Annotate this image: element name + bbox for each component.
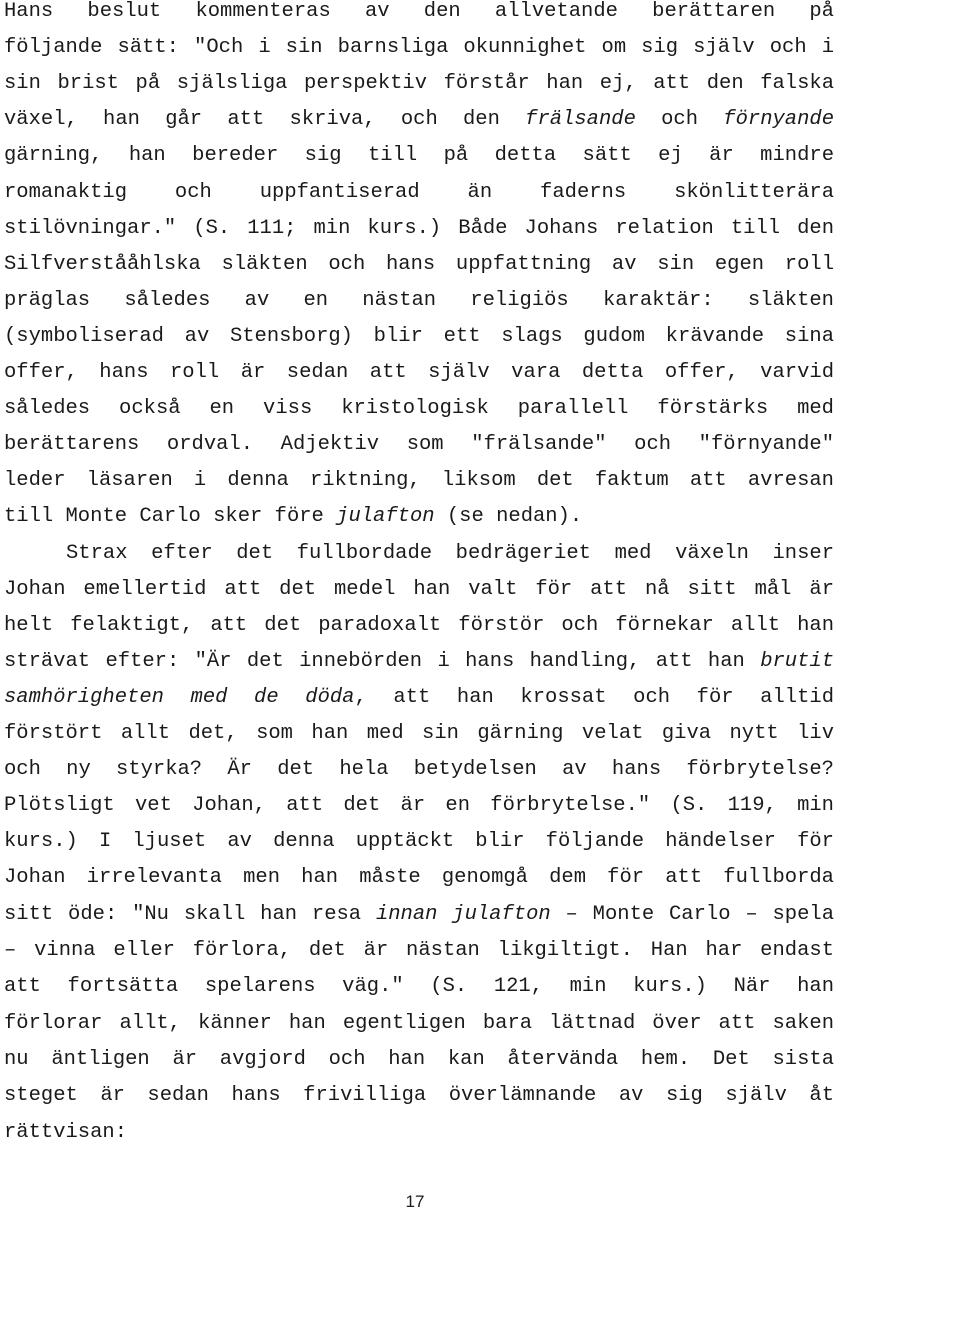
text-line bbox=[4, 102, 834, 138]
text-line bbox=[4, 572, 834, 608]
text-line bbox=[4, 788, 834, 824]
text-line bbox=[4, 247, 834, 283]
text-span: helt felaktigt, att det paradoxalt förstör och förnekar allt han bbox=[4, 613, 834, 637]
text-span: nu äntligen är avgjord och han kan återvända hem. Det sista bbox=[4, 1047, 834, 1071]
text-span: Hans beslut kommenteras av den allvetande berättaren på bbox=[4, 0, 834, 23]
text-line bbox=[4, 66, 834, 102]
italic-text: innan julafton bbox=[375, 902, 551, 926]
text-span: således också en viss kristologisk parallell förstärks med bbox=[4, 397, 834, 421]
text-span: kurs.) I ljuset av denna upptäckt blir följande händelser för bbox=[4, 830, 834, 854]
text-line bbox=[4, 1078, 834, 1114]
text-line bbox=[4, 283, 834, 319]
text-span: rättvisan: bbox=[4, 1120, 128, 1144]
text-span: och ny styrka? Är det hela betydelsen av hans förbrytelse? bbox=[4, 758, 834, 782]
text-line bbox=[4, 680, 834, 716]
text-span: (symboliserad av Stensborg) blir ett slags gudom krävande sina bbox=[4, 324, 834, 348]
text-line bbox=[4, 644, 834, 680]
text-span: Johan irrelevanta men han måste genomgå dem för att fullborda bbox=[4, 866, 834, 890]
text-span: berättarens ordval. Adjektiv som "frälsande" och "förnyande" bbox=[4, 433, 834, 457]
text-line bbox=[4, 427, 834, 463]
text-line bbox=[4, 175, 834, 211]
text-span: Johan emellertid att det medel han valt för att nå sitt mål är bbox=[4, 577, 834, 601]
text-span: Silfverstååhlska släkten och hans uppfattning av sin egen roll bbox=[4, 252, 834, 276]
italic-text: julafton bbox=[336, 505, 435, 529]
text-span: till Monte Carlo sker före bbox=[4, 505, 337, 529]
text-line bbox=[4, 319, 834, 355]
text-span: förlorar allt, känner han egentligen bara lättnad över att saken bbox=[4, 1011, 834, 1035]
text-line bbox=[4, 969, 834, 1005]
text-span: romanaktig och uppfantiserad än faderns skönlitterära bbox=[4, 180, 834, 204]
text-span: strävat efter: "Är det innebörden i hans handling, att han bbox=[4, 649, 761, 673]
text-line bbox=[4, 463, 834, 499]
text-span: Strax efter det fullbordade bedrägeriet med växeln inser bbox=[66, 541, 834, 565]
italic-text: förnyande bbox=[723, 108, 834, 132]
text-line bbox=[4, 860, 834, 896]
text-line bbox=[4, 933, 834, 969]
text-line bbox=[4, 30, 834, 66]
text-line bbox=[4, 499, 834, 535]
text-span: och bbox=[635, 108, 724, 132]
text-span: sin brist på själsliga perspektiv förstår han ej, att den falska bbox=[4, 72, 834, 96]
text-span: följande sätt: "Och i sin barnsliga okunnighet om sig själv och i bbox=[4, 36, 834, 60]
text-span: sitt öde: "Nu skall han resa bbox=[4, 902, 376, 926]
text-span: att fortsätta spelarens väg." (S. 121, min kurs.) När han bbox=[4, 975, 834, 999]
text-span: stilövningar." (S. 111; min kurs.) Både Johans relation till den bbox=[4, 216, 834, 240]
text-span: – vinna eller förlora, det är nästan likgiltigt. Han har endast bbox=[4, 939, 834, 962]
text-span: steget är sedan hans frivilliga överlämnande av sig själv åt bbox=[4, 1084, 834, 1108]
text-line bbox=[4, 0, 834, 30]
text-line bbox=[4, 355, 834, 391]
page-number: 17 bbox=[405, 1192, 425, 1211]
text-line bbox=[4, 1115, 834, 1151]
text-span: offer, hans roll är sedan att själv vara detta offer, varvid bbox=[4, 361, 834, 384]
text-line bbox=[4, 536, 834, 572]
text-span: förstört allt det, som han med sin gärning velat giva nytt liv bbox=[4, 722, 834, 745]
text-span: – Monte Carlo – spela bbox=[550, 902, 834, 926]
text-span: gärning, han bereder sig till på detta sätt ej är mindre bbox=[4, 144, 834, 168]
text-span: (se nedan). bbox=[434, 505, 583, 529]
text-line bbox=[4, 1006, 834, 1042]
text-line bbox=[4, 138, 834, 174]
text-line bbox=[4, 1042, 834, 1078]
text-line bbox=[4, 752, 834, 788]
text-span: växel, han går att skriva, och den bbox=[4, 108, 526, 132]
italic-text: brutit bbox=[760, 649, 834, 673]
text-span: präglas således av en nästan religiös karaktär: släkten bbox=[4, 288, 834, 312]
text-line bbox=[4, 897, 834, 933]
text-line bbox=[4, 716, 834, 752]
text-line bbox=[4, 211, 834, 247]
italic-text: frälsande bbox=[525, 108, 636, 132]
text-line bbox=[4, 824, 834, 860]
text-span: , att han krossat och för alltid bbox=[354, 685, 834, 709]
text-span: leder läsaren i denna riktning, liksom det faktum att avresan bbox=[4, 469, 834, 493]
text-line bbox=[4, 391, 834, 427]
text-span: Plötsligt vet Johan, att det är en förbrytelse." (S. 119, min bbox=[4, 794, 834, 818]
italic-text: samhörigheten med de döda bbox=[4, 685, 355, 709]
text-line bbox=[4, 608, 834, 644]
